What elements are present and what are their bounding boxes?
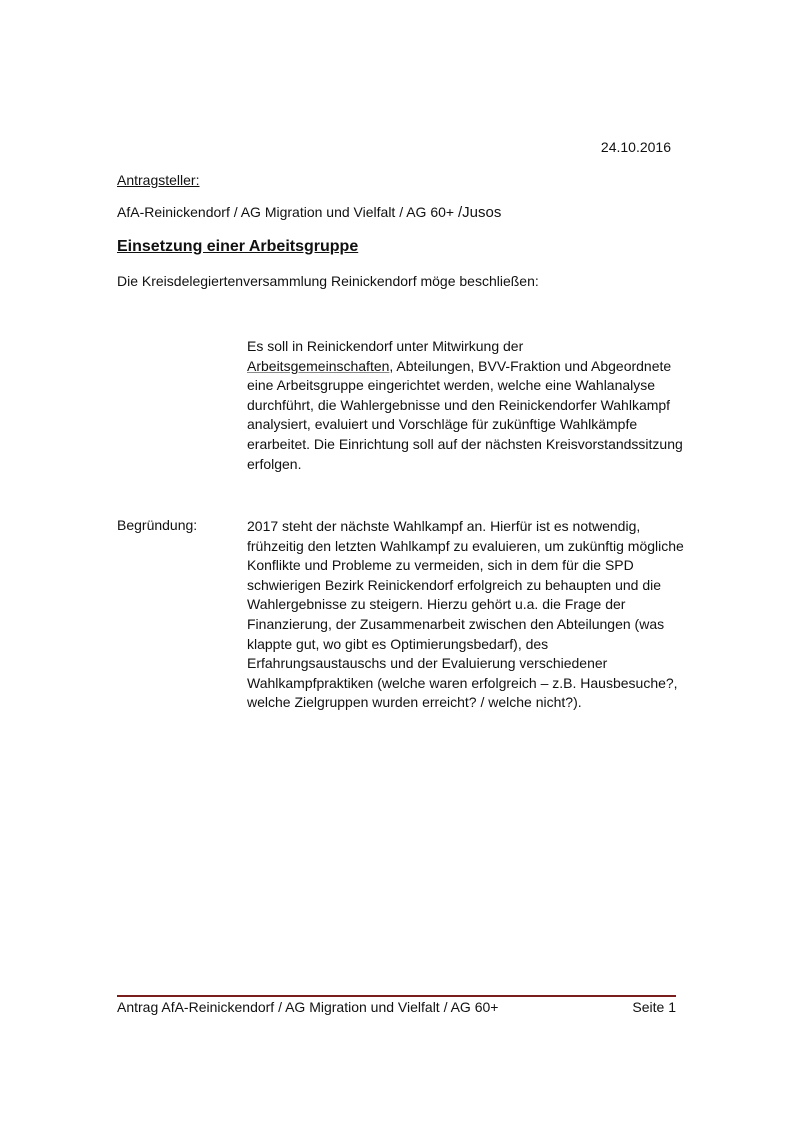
motion-line-1: Es soll in Reinickendorf unter Mitwirkung der [247, 338, 524, 354]
applicant-label: Antragsteller: [117, 172, 200, 188]
footer-divider [117, 995, 676, 997]
page-number: Seite 1 [632, 999, 676, 1015]
motion-underlined-term: Arbeitsgemeinschaften [247, 357, 390, 374]
reason-label: Begründung: [117, 517, 198, 533]
applicant-main: AfA-Reinickendorf / AG Migration und Vielfalt / AG 60+ [117, 204, 458, 220]
applicant-line [117, 204, 501, 221]
motion-rest: , Abteilungen, BVV-Fraktion und Abgeordnete eine Arbeitsgruppe eingerichtet werden, welche eine Wahlanalyse durchführt, die Wahlergebnisse und den Reinickendorfer Wahlkampf analysiert, evaluiert und Vorschläge für zukünftige Wahlkämpfe erarbeitet. Die Einrichtung soll auf der nächsten Kreisvorstandssitzung erfolgen. [247, 357, 683, 472]
motion-body [247, 337, 687, 474]
motion-title: Einsetzung einer Arbeitsgruppe [117, 238, 359, 255]
footer-left-text: Antrag AfA-Reinickendorf / AG Migration und Vielfalt / AG 60+ [117, 999, 499, 1015]
reason-text: 2017 steht der nächste Wahlkampf an. Hierfür ist es notwendig, frühzeitig den letzten Wahlkampf zu evaluieren, um zukünftig mögliche Konflikte und Probleme zu vermeiden, sich in dem für die SPD schwierigen Bezirk Reinickendorf erfolgreich zu behaupten und die Wahlergebnisse zu steigern. Hierzu gehört u.a. die Frage der Finanzierung, der Zusammenarbeit zwischen den Abteilungen (was klappte gut, wo gibt es Optimierungsbedarf), des Erfahrungsaustauschs und der Evaluierung verschiedener Wahlkampfpraktiken (welche waren erfolgreich – z.B. Hausbesuche?, welche Zielgruppen wurden erreicht? / welche nicht?). [247, 518, 684, 711]
intro-text: Die Kreisdelegiertenversammlung Reinickendorf möge beschließen: [117, 273, 539, 289]
document-date: 24.10.2016 [600, 139, 671, 155]
applicant-tail: /Jusos [457, 204, 502, 221]
